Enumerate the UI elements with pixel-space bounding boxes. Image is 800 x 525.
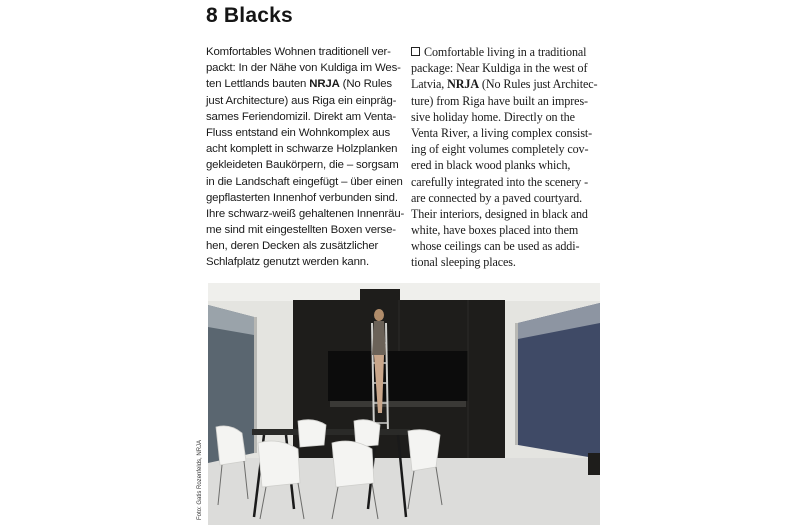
german-text-line [206,141,396,157]
german-text-segment: just Architecture) aus Riga ein einpräg- [206,94,397,107]
english-text-segment: ing of eight volumes completely cov- [411,142,589,157]
article-title: 8 Blacks [206,4,293,27]
english-text-line [411,141,606,157]
photo-credit: Foto: Gatis Rozenfelds, NRJA [197,439,203,520]
english-text-line [411,125,606,141]
german-text-line [206,238,396,254]
english-text-segment: Latvia, [411,77,448,92]
german-text-line [206,44,396,60]
german-text-line [206,109,396,125]
english-text-line [411,44,606,60]
english-text-segment: ered in black wood planks which, [411,158,571,173]
english-text-segment: Their interiors, designed in black and [411,206,588,221]
german-text-segment: Schlafplatz genutzt werden kann. [206,256,370,269]
english-text-segment: white, have boxes placed into them [411,223,579,238]
architect-name: NRJA [309,78,340,91]
german-text-segment: (No Rules [339,78,392,91]
english-text-segment: carefully integrated into the scenery - [411,174,589,189]
german-text-line [206,125,396,141]
english-text-line [411,190,606,206]
german-text-segment: Ihre schwarz-weiß gehaltenen Innenräu- [206,207,405,220]
german-text-segment: me sind mit eingestellten Boxen verse- [206,224,396,237]
english-text-segment: ture) from Riga have built an impres- [411,93,588,108]
german-text-line [206,157,399,173]
german-text-segment: packt: In der Nähe von Kuldiga im Wes- [206,62,401,75]
german-text-line [206,76,396,92]
english-text-line [411,93,606,109]
person-body [372,321,386,355]
english-text-segment: Venta River, a living complex consist- [411,125,593,140]
english-text-line [411,76,606,92]
german-text-line [206,190,396,206]
english-text-line [411,109,606,125]
english-text-segment: whose ceilings can be used as addi- [411,239,580,254]
cabinet-top-opening [360,289,400,303]
english-text-line [411,174,606,190]
english-text-segment: sive holiday home. Directly on the [411,109,575,124]
interior-photo [208,283,600,525]
english-text-segment: are connected by a paved courtyard. [411,190,583,205]
german-text-segment: in die Landschaft eingefügt – über einen [206,175,403,188]
german-text-line [206,174,403,190]
german-text-segment: gepflasterten Innenhof verbunden sind. [206,191,398,204]
english-text-line [411,238,606,254]
english-text-column [411,44,606,271]
english-text-segment: Comfortable living in a traditional [424,45,587,59]
german-text-line [206,254,396,270]
kitchen-counter [330,401,466,407]
interior-photo-illustration [208,283,600,525]
german-text-line [206,93,396,109]
german-text-segment: Fluss entstand ein Wohnkomplex aus [206,126,391,139]
english-text-line [411,60,606,76]
english-text-line [411,157,606,173]
architect-name: NRJA [447,77,479,92]
person-head [374,309,384,321]
german-text-segment: sames Feriendomizil. Direkt am Venta- [206,110,397,123]
german-text-line [206,60,401,76]
square-bullet-icon [411,47,420,56]
dining-table-top [252,429,410,435]
kitchen-niche [328,351,468,401]
german-text-column [206,44,405,271]
english-text-line [411,254,606,270]
side-box [588,453,600,475]
ceiling [208,283,600,301]
english-text-segment: tional sleeping places. [411,255,516,270]
english-text-line [411,206,606,222]
right-window-frame [515,323,518,445]
english-text-segment: (No Rules just Architec- [479,77,598,92]
english-text-segment: package: Near Kuldiga in the west of [411,61,588,76]
german-text-segment: ten Lettlands bauten [206,78,310,91]
german-text-segment: acht komplett in schwarze Holzplanken [206,143,398,156]
english-text-line [411,222,606,238]
german-text-line [206,206,405,222]
german-text-segment: gekleideten Baukörpern, die – sorgsam [206,159,399,172]
german-text-line [206,222,396,238]
german-text-segment: hen, deren Decken als zusätzlicher [206,240,379,253]
german-text-segment: Komfortables Wohnen traditionell ver- [206,46,391,58]
